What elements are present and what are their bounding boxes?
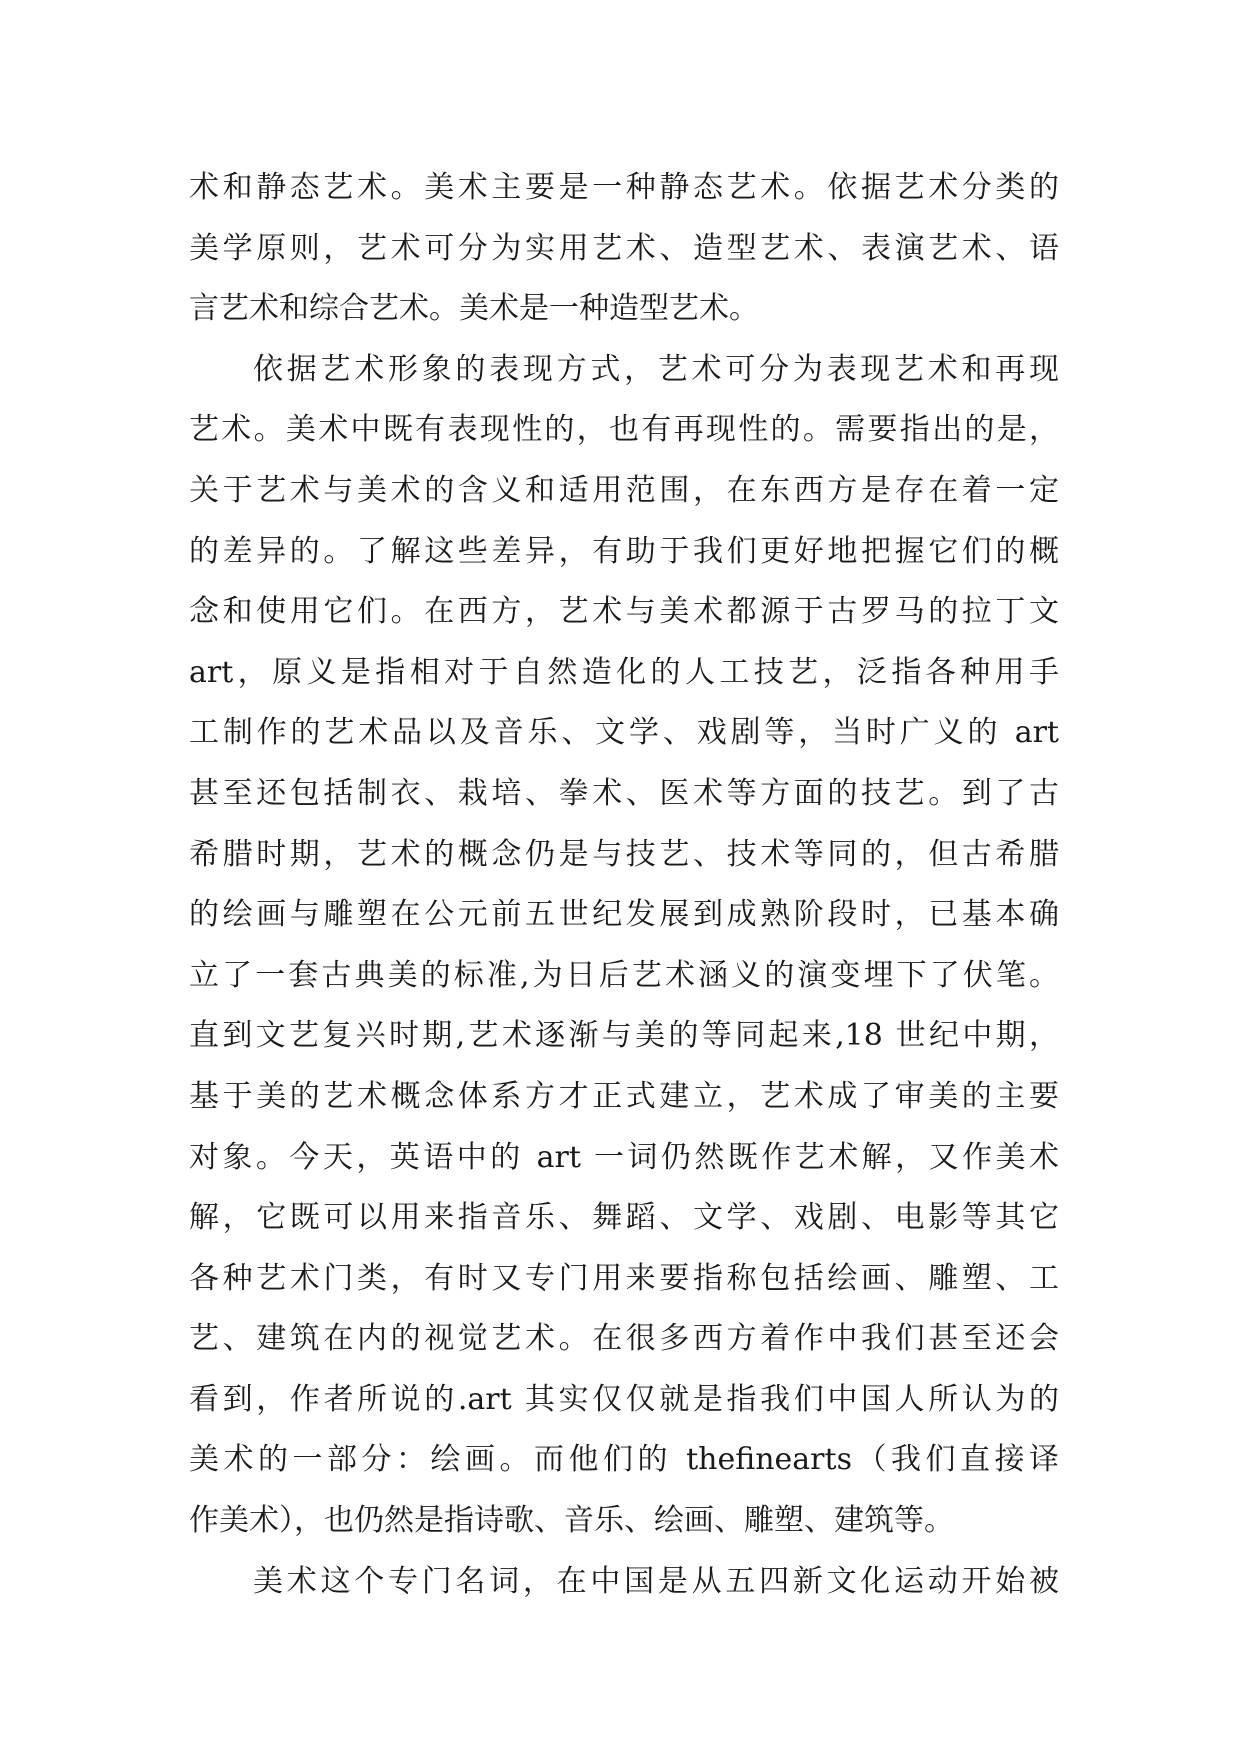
text-line: 依据艺术形象的表现方式，艺术可分为表现艺术和再现: [253, 351, 1059, 387]
text-line: 关于艺术与美术的含义和适用范围，在东西方是存在着一定: [189, 472, 1059, 508]
body-text: [189, 158, 1059, 1612]
text-line: 艺术。美术中既有表现性的，也有再现性的。需要指出的是，: [189, 412, 1059, 448]
text-line: 各种艺术门类，有时又专门用来要指称包括绘画、雕塑、工: [189, 1260, 1059, 1296]
text-line: 作美术），也仍然是指诗歌、音乐、绘画、雕塑、建筑等。: [189, 1503, 954, 1539]
text-line: 美学原则，艺术可分为实用艺术、造型艺术、表演艺术、语: [189, 230, 1059, 266]
text-line: 立了一套古典美的标准,为日后艺术涵义的演变埋下了伏笔。: [189, 957, 1059, 993]
text-line: 念和使用它们。在西方，艺术与美术都源于古罗马的拉丁文: [189, 594, 1059, 630]
text-line: 的绘画与雕塑在公元前五世纪发展到成熟阶段时，已基本确: [189, 897, 1059, 933]
text-line: 解，它既可以用来指音乐、舞蹈、文学、戏剧、电影等其它: [189, 1200, 1059, 1236]
text-line: 工制作的艺术品以及音乐、文学、戏剧等，当时广义的 art: [189, 715, 1059, 751]
text-line: 的差异的。了解这些差异，有助于我们更好地把握它们的概: [189, 533, 1059, 569]
text-line: 基于美的艺术概念体系方才正式建立，艺术成了审美的主要: [189, 1078, 1059, 1114]
text-line: 言艺术和综合艺术。美术是一种造型艺术。: [189, 291, 759, 327]
text-line: art，原义是指相对于自然造化的人工技艺，泛指各种用手: [189, 654, 1059, 690]
text-line: 看到，作者所说的.art 其实仅仅就是指我们中国人所认为的: [189, 1381, 1059, 1417]
text-line: 美术这个专门名词，在中国是从五四新文化运动开始被: [253, 1563, 1059, 1599]
text-line: 希腊时期，艺术的概念仍是与技艺、技术等同的，但古希腊: [189, 836, 1059, 872]
text-line: 直到文艺复兴时期,艺术逐渐与美的等同起来,18 世纪中期，: [189, 1018, 1059, 1054]
text-line: 对象。今天，英语中的 art 一词仍然既作艺术解，又作美术: [189, 1139, 1059, 1175]
text-line: 甚至还包括制衣、栽培、拳术、医术等方面的技艺。到了古: [189, 775, 1059, 811]
text-line: 术和静态艺术。美术主要是一种静态艺术。依据艺术分类的: [189, 170, 1059, 205]
text-line: 美术的一部分：绘画。而他们的 thefinearts（我们直接译: [189, 1442, 1059, 1478]
text-line: 艺、建筑在内的视觉艺术。在很多西方着作中我们甚至还会: [189, 1321, 1059, 1357]
